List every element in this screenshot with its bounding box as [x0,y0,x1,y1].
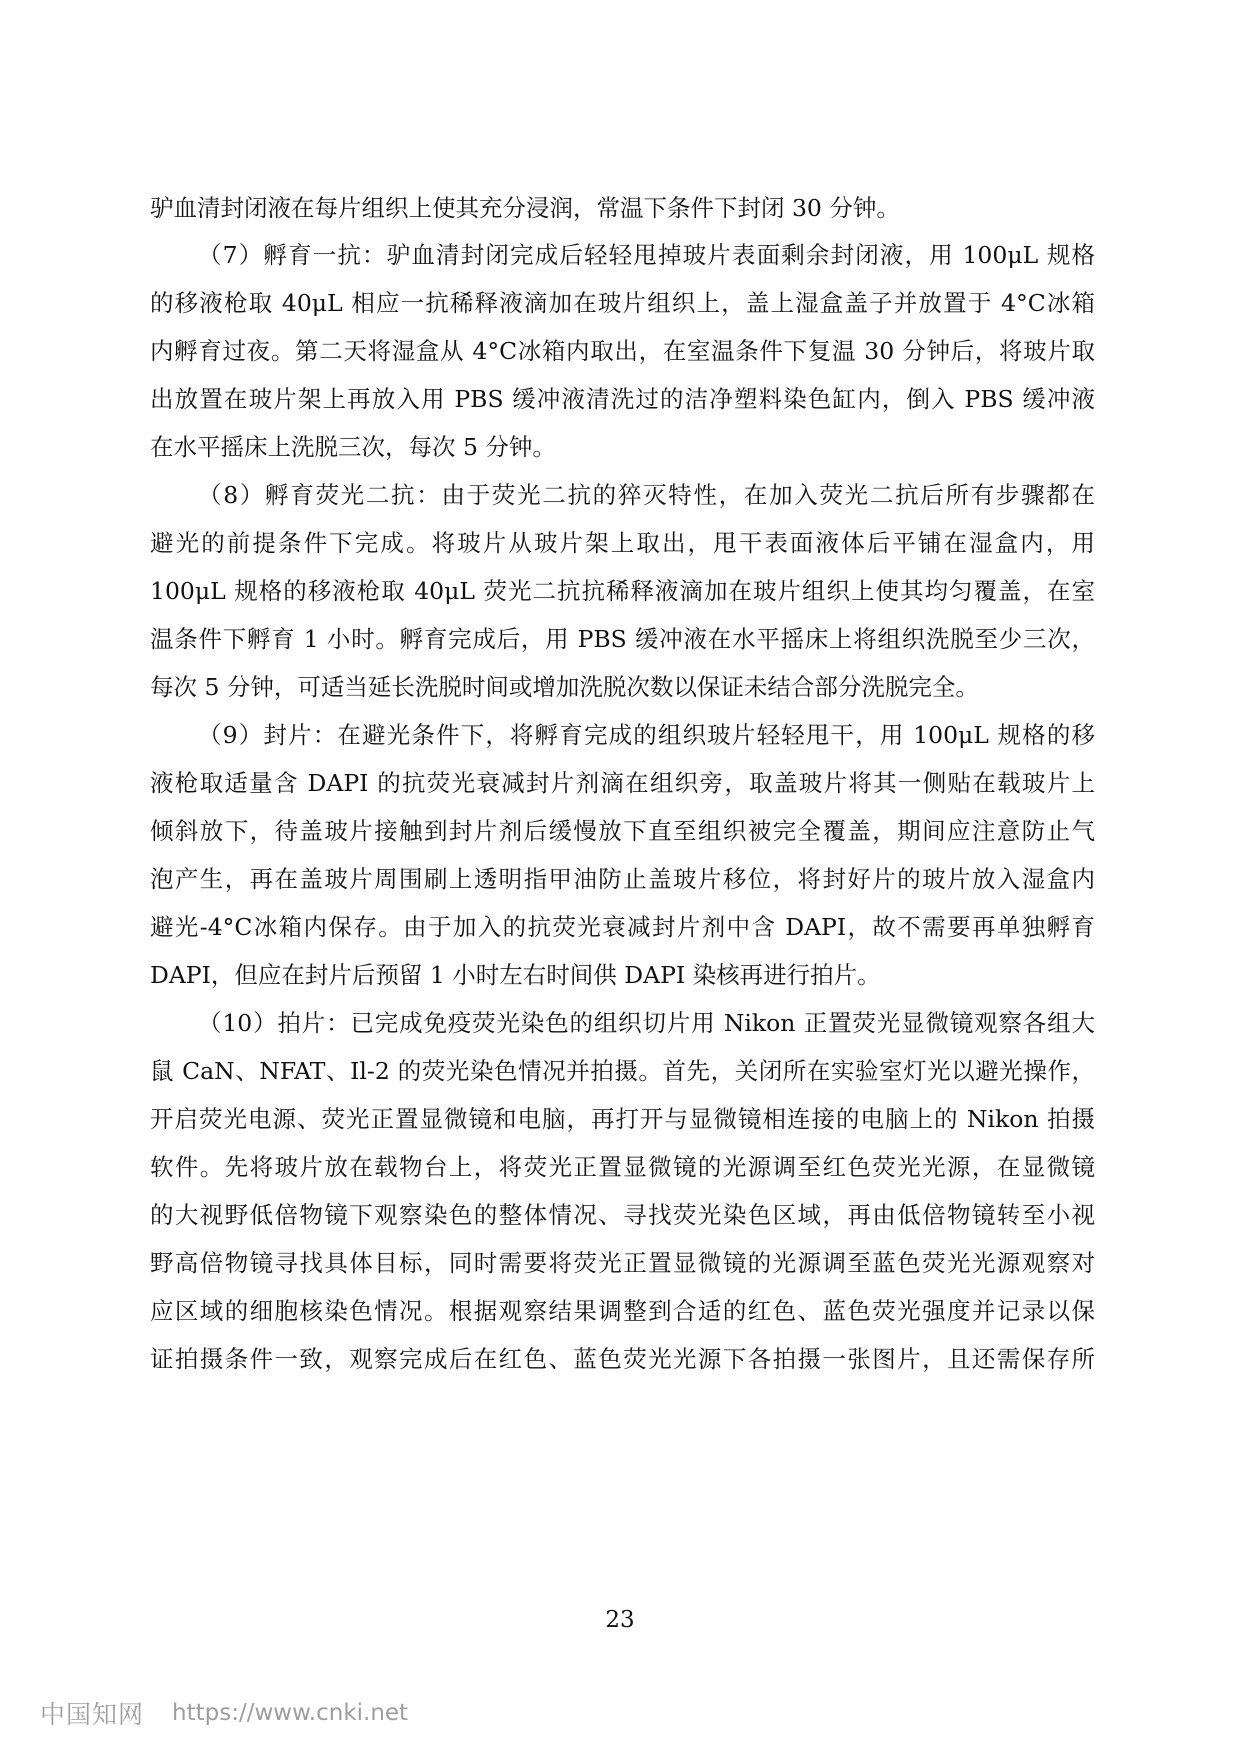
text-line: 泡产生，再在盖玻片周围刷上透明指甲油防止盖玻片移位，将封好片的玻片放入湿盒内 [150,865,1095,893]
text-line: 软件。先将玻片放在载物台上，将荧光正置显微镜的光源调至红色荧光光源，在显微镜 [150,1153,1095,1181]
text-line: 应区域的细胞核染色情况。根据观察结果调整到合适的红色、蓝色荧光强度并记录以保 [150,1297,1095,1325]
text-line: 鼠 CaN、NFAT、Il-2 的荧光染色情况并拍摄。首先，关闭所在实验室灯光以避光操作， [150,1057,1095,1085]
text-line: 证拍摄条件一致，观察完成后在红色、蓝色荧光光源下各拍摄一张图片，且还需保存所 [150,1345,1095,1373]
page-number: 23 [605,1607,635,1633]
text-line: （7）孵育一抗：驴血清封闭完成后轻轻甩掉玻片表面剩余封闭液，用 100μL 规格 [198,241,1095,269]
text-line: 野高倍物镜寻找具体目标，同时需要将荧光正置显微镜的光源调至蓝色荧光光源观察对 [150,1249,1095,1277]
text-line: 在水平摇床上洗脱三次，每次 5 分钟。 [150,433,556,461]
text-line: 开启荧光电源、荧光正置显微镜和电脑，再打开与显微镜相连接的电脑上的 Nikon 拍摄 [150,1105,1095,1133]
cnki-url[interactable]: https://www.cnki.net [172,1700,409,1726]
text-line: 避光-4°C冰箱内保存。由于加入的抗荧光衰减封片剂中含 DAPI，故不需要再单独孵育 [150,913,1095,941]
text-line: 出放置在玻片架上再放入用 PBS 缓冲液清洗过的洁净塑料染色缸内，倒入 PBS 缓冲液 [150,385,1095,413]
text-line: 避光的前提条件下完成。将玻片从玻片架上取出，甩干表面液体后平铺在湿盒内，用 [150,529,1095,557]
cnki-logo: 中国知网 [40,1700,145,1729]
watermark-footer [40,1696,408,1730]
text-line: 内孵育过夜。第二天将湿盒从 4°C冰箱内取出，在室温条件下复温 30 分钟后，将玻片取 [150,337,1095,365]
text-line: 的大视野低倍物镜下观察染色的整体情况、寻找荧光染色区域，再由低倍物镜转至小视 [150,1201,1095,1229]
text-line: DAPI，但应在封片后预留 1 小时左右时间供 DAPI 染核再进行拍片。 [150,961,881,989]
text-line: （8）孵育荧光二抗：由于荧光二抗的猝灭特性，在加入荧光二抗后所有步骤都在 [198,481,1095,509]
text-line: 100μL 规格的移液枪取 40μL 荧光二抗抗稀释液滴加在玻片组织上使其均匀覆盖，在室 [150,577,1095,605]
text-line: 驴血清封闭液在每片组织上使其充分浸润，常温下条件下封闭 30 分钟。 [150,194,900,222]
text-line: （9）封片：在避光条件下，将孵育完成的组织玻片轻轻甩干，用 100μL 规格的移 [198,721,1095,749]
text-line: 的移液枪取 40μL 相应一抗稀释液滴加在玻片组织上，盖上湿盒盖子并放置于 4°C冰箱 [150,289,1095,317]
text-line: 倾斜放下，待盖玻片接触到封片剂后缓慢放下直至组织被完全覆盖，期间应注意防止气 [150,817,1095,845]
text-line: 每次 5 分钟，可适当延长洗脱时间或增加洗脱次数以保证未结合部分洗脱完全。 [150,673,979,701]
text-line: （10）拍片：已完成免疫荧光染色的组织切片用 Nikon 正置荧光显微镜观察各组大 [198,1009,1095,1037]
text-line: 液枪取适量含 DAPI 的抗荧光衰减封片剂滴在组织旁，取盖玻片将其一侧贴在载玻片上 [150,769,1095,797]
text-line: 温条件下孵育 1 小时。孵育完成后，用 PBS 缓冲液在水平摇床上将组织洗脱至少三次， [150,625,1095,653]
